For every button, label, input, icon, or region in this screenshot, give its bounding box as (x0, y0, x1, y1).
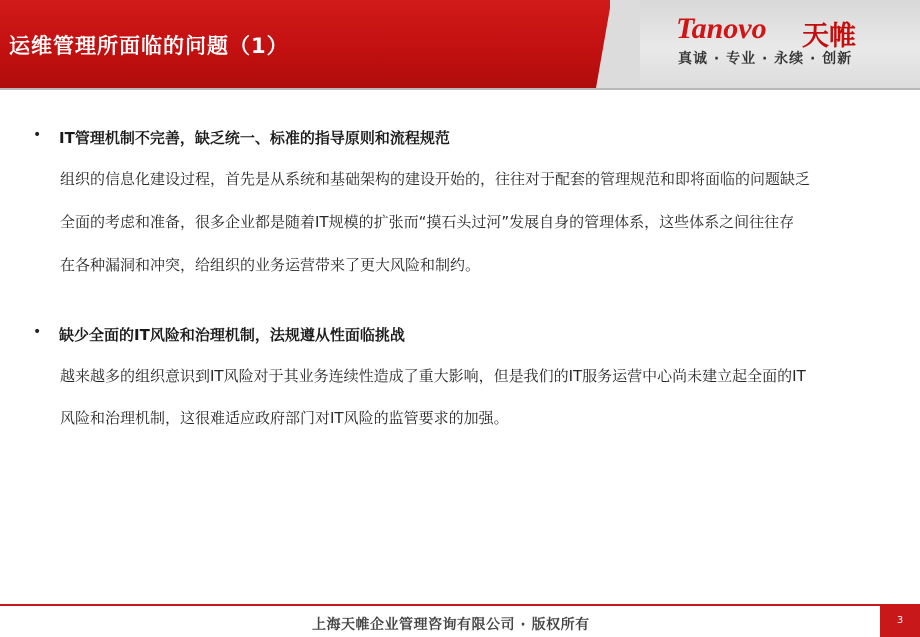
header-divider (0, 88, 920, 90)
bullet-heading: 缺少全面的IT风险和治理机制，法规遵从性面临挑战 (59, 326, 405, 344)
logo-chinese-name: 天帷 (802, 21, 856, 52)
page-number: 3 (880, 604, 920, 637)
paragraph-line: 全面的考虑和准备，很多企业都是随着IT规模的扩张而“摸石头过河”发展自身的管理体系，这些体系之间往往存 (60, 213, 795, 231)
bullet-heading: IT管理机制不完善，缺乏统一、标准的指导原则和流程规范 (59, 129, 450, 147)
logo-slogan: 真诚 · 专业 · 永续 · 创新 (678, 51, 853, 67)
slide-header (0, 0, 920, 88)
paragraph-line: 越来越多的组织意识到IT风险对于其业务连续性造成了重大影响，但是我们的IT服务运营中心尚未建立起全面的IT (60, 367, 806, 385)
paragraph-line: 在各种漏洞和冲突，给组织的业务运营带来了更大风险和制约。 (60, 256, 481, 274)
footer-divider (0, 604, 920, 606)
company-logo (676, 12, 876, 72)
footer-copyright: 上海天帷企业管理咨询有限公司 · 版权所有 (312, 617, 590, 633)
slide-title: 运维管理所面临的问题（1） (9, 34, 289, 58)
logo-wordmark: Tanovo (676, 12, 767, 45)
paragraph-line: 组织的信息化建设过程，首先是从系统和基础架构的建设开始的，往往对于配套的管理规范和即将面临的问题缺乏 (60, 170, 811, 188)
bullet-marker: • (33, 324, 42, 340)
bullet-marker: • (33, 127, 42, 143)
paragraph-line: 风险和治理机制，这很难适应政府部门对IT风险的监管要求的加强。 (60, 409, 509, 427)
